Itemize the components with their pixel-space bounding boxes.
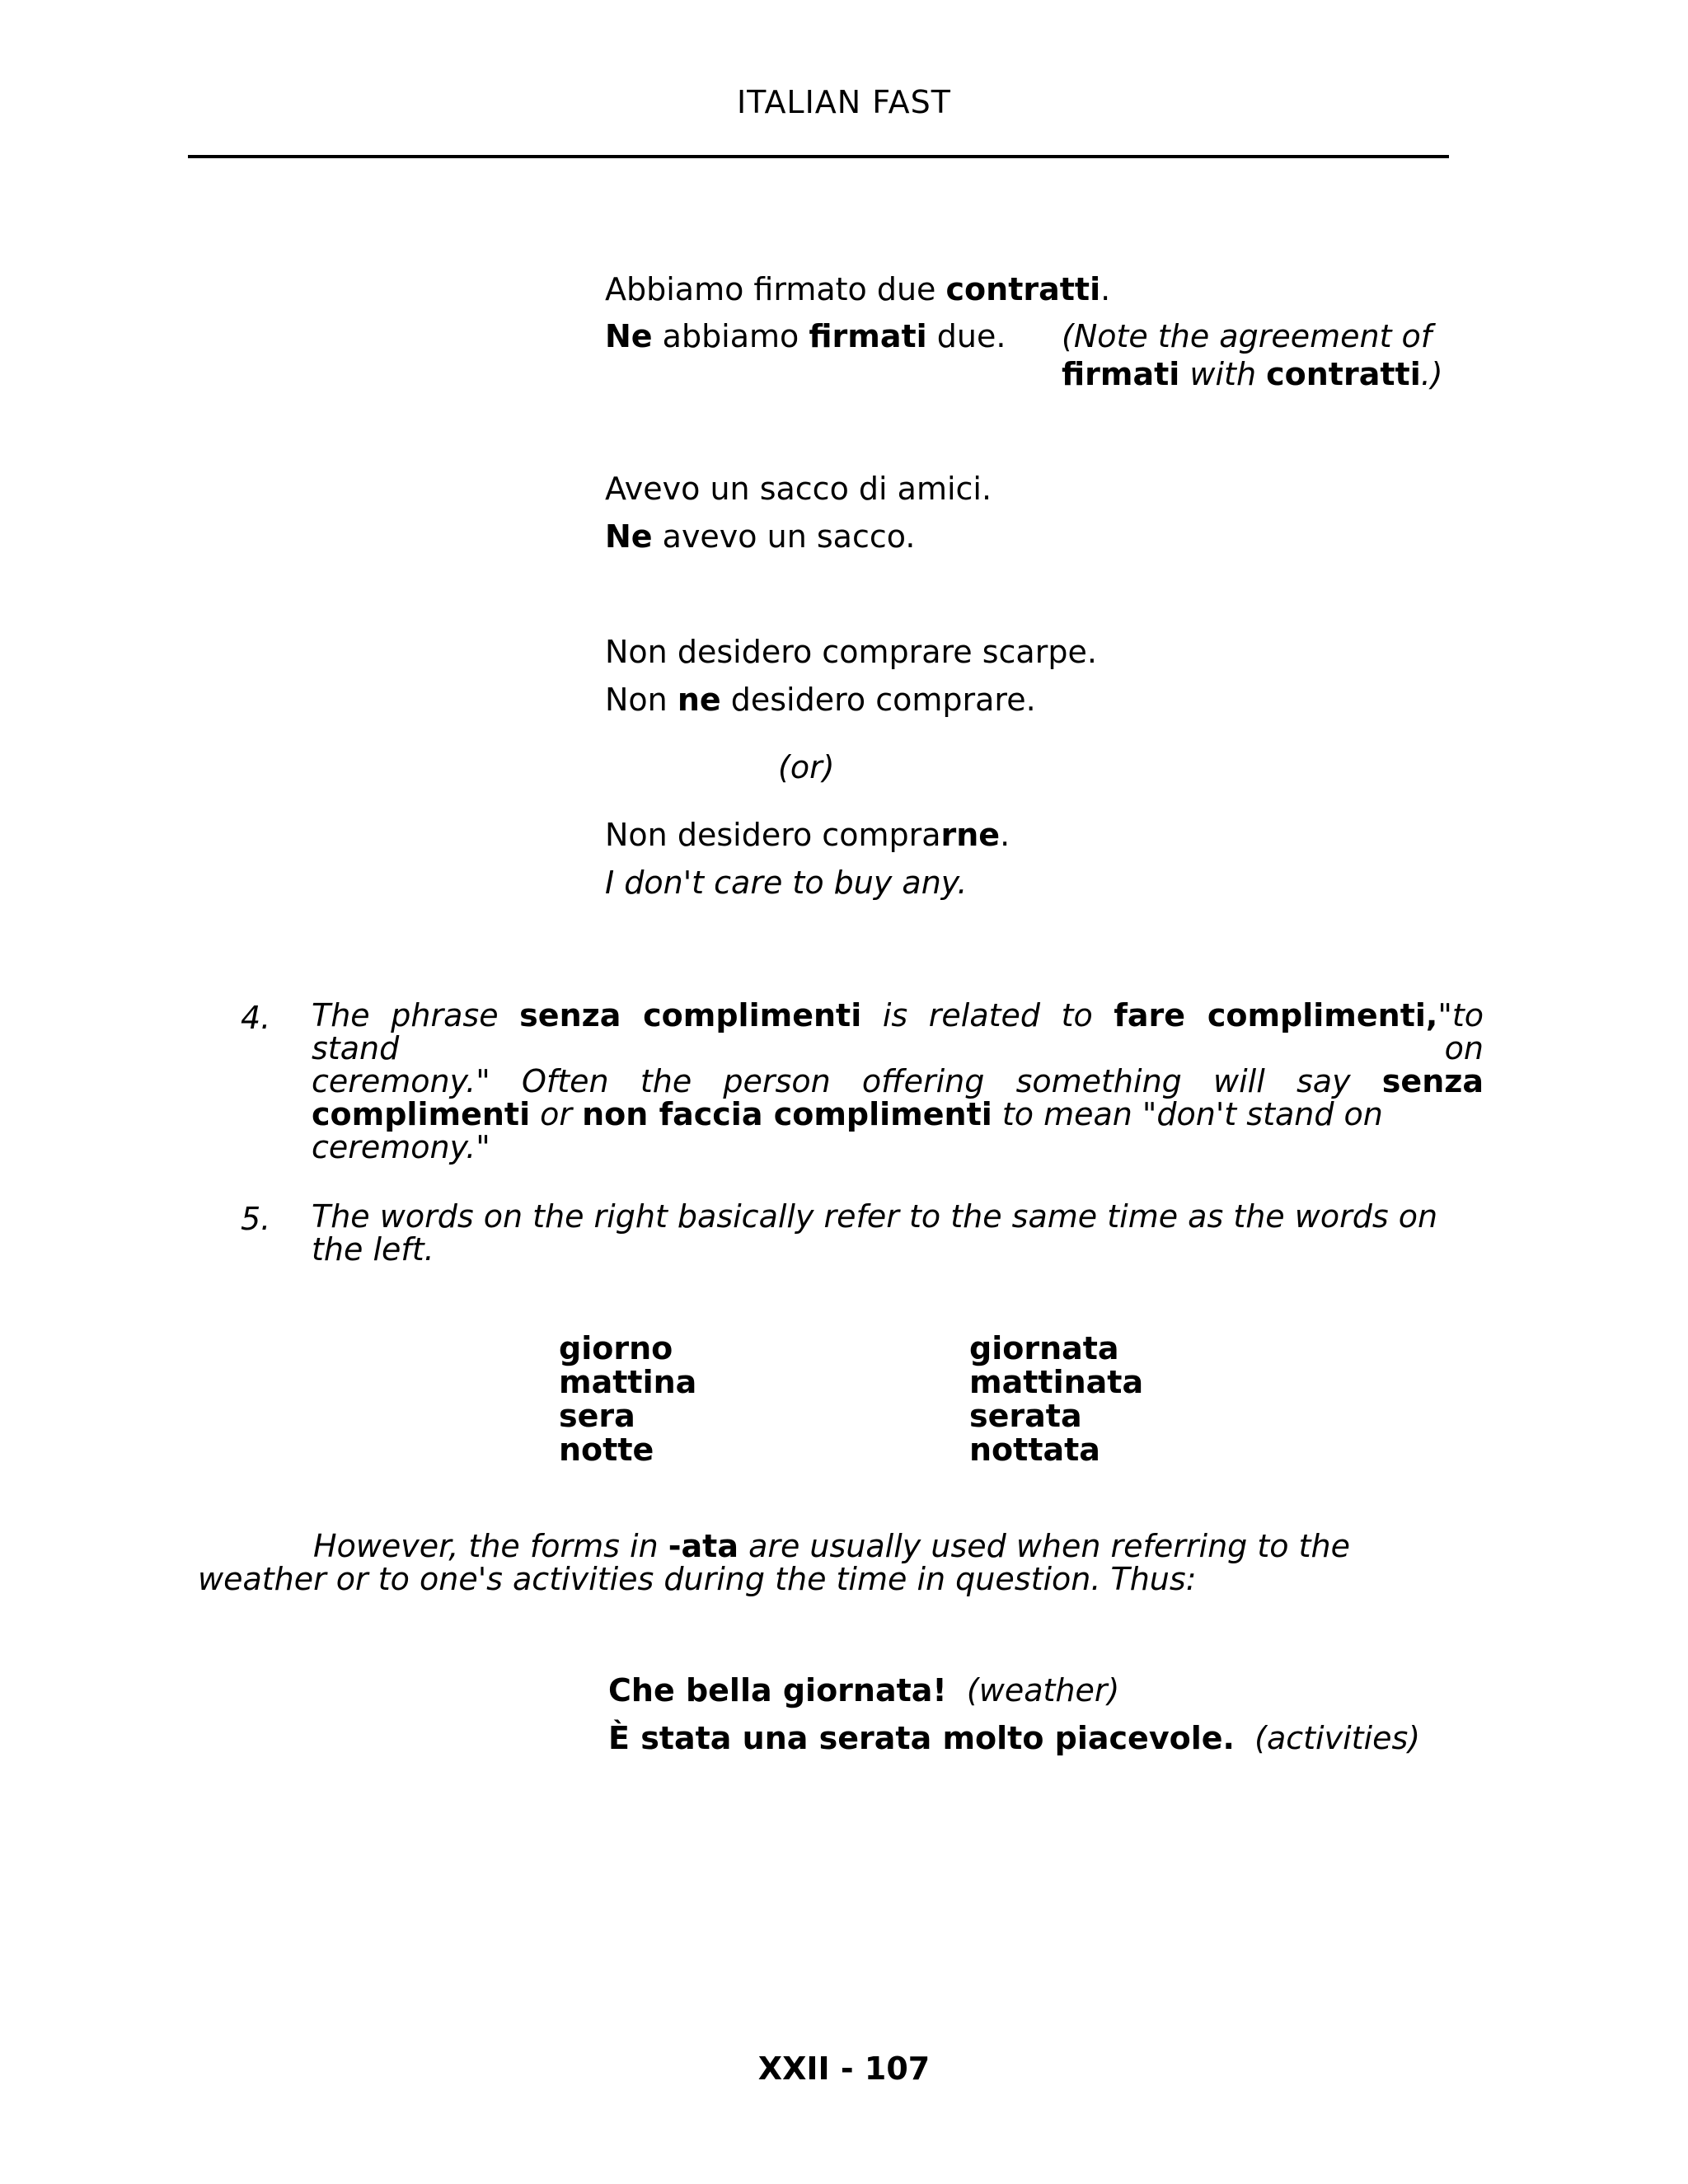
note-bold-term: complimenti: [312, 1096, 531, 1132]
example-bold-word: ne: [677, 682, 721, 718]
note-bold-term: non faccia complimenti: [582, 1096, 992, 1132]
example-text: due.: [926, 318, 1006, 354]
example-bold-word: Ne: [605, 518, 653, 555]
note-text: The phrase: [312, 997, 520, 1033]
header-rule: [188, 155, 1449, 158]
example-bold-suffix: rne: [940, 817, 1001, 853]
example-sentence-7: [605, 816, 1010, 854]
agreement-note-line-2: [1062, 355, 1443, 393]
word-item: serata: [969, 1398, 1082, 1434]
example-note: (weather): [966, 1672, 1120, 1708]
note-bold-word: contratti: [1266, 356, 1421, 392]
note-4-number: 4.: [241, 1000, 271, 1036]
or-label: (or): [778, 749, 835, 785]
word-item: sera: [559, 1398, 635, 1434]
word-item: nottata: [969, 1432, 1100, 1468]
example-sentence-1: [605, 270, 1110, 308]
example-bold-sentence: È stata una serata molto piacevole.: [608, 1720, 1235, 1756]
note-text: to mean "don't stand on ceremony.": [312, 1096, 1383, 1165]
note-text: or: [530, 1096, 583, 1132]
paragraph-bold-suffix: -ata: [668, 1528, 738, 1564]
note-bold-word: firmati: [1062, 356, 1180, 392]
note-text: is related to: [861, 997, 1114, 1033]
ata-example-1: [608, 1671, 1119, 1709]
paragraph-text: However, the forms in: [313, 1528, 668, 1564]
example-bold-word: Ne: [605, 318, 653, 354]
word-list-right: [969, 1332, 1143, 1467]
word-item: giornata: [969, 1330, 1119, 1366]
example-sentence-3: Avevo un sacco di amici.: [605, 471, 992, 507]
example-text: Non: [605, 682, 678, 718]
example-translation: I don't care to buy any.: [605, 865, 968, 901]
example-sentence-2: [605, 317, 1006, 355]
example-text: avevo un sacco.: [652, 518, 916, 555]
note-bold-term: senza: [1381, 1063, 1484, 1099]
example-text: abbiamo: [652, 318, 809, 354]
example-text: Non desidero compra: [605, 817, 941, 853]
word-item: giorno: [559, 1330, 673, 1366]
word-item: mattinata: [969, 1364, 1144, 1400]
example-bold-sentence: Che bella giornata!: [608, 1672, 947, 1708]
ata-example-2: [608, 1719, 1420, 1757]
note-text: ceremony." Often the person offering something will say: [312, 1063, 1382, 1099]
example-text: Abbiamo firmato due: [605, 271, 946, 307]
note-bold-term: fare complimenti,: [1114, 997, 1438, 1033]
note-4-line-2: [312, 1065, 1484, 1098]
page-number: XXII - 107: [757, 2050, 931, 2087]
example-sentence-5: Non desidero comprare scarpe.: [605, 634, 1097, 670]
however-paragraph: [198, 1530, 1485, 1596]
example-text: .: [1000, 817, 1010, 853]
note-5-number: 5.: [241, 1201, 271, 1237]
note-text: with: [1179, 356, 1267, 392]
note-4-text: [312, 999, 1484, 1164]
note-bold-term: senza complimenti: [519, 997, 862, 1033]
word-item: notte: [559, 1432, 654, 1468]
note-5-text: The words on the right basically refer to the same time as the words on the left.: [312, 1198, 1438, 1268]
agreement-note-line-1: (Note the agreement of: [1062, 318, 1432, 354]
page-header-title: ITALIAN FAST: [736, 84, 952, 120]
example-sentence-6: [605, 681, 1036, 719]
example-bold-word: contratti: [945, 271, 1101, 307]
note-4-line-1: [312, 999, 1484, 1065]
example-bold-word: firmati: [809, 318, 927, 354]
paragraph-text: are usually used when referring to the weather or to one's activities during the time in question. Thus:: [198, 1528, 1350, 1597]
note-4-line-3: [312, 1098, 1484, 1164]
word-item: mattina: [559, 1364, 697, 1400]
example-text: desidero comprare.: [720, 682, 1036, 718]
example-text: .: [1100, 271, 1111, 307]
example-sentence-4: [605, 518, 915, 555]
note-text: .): [1420, 356, 1443, 392]
example-note: (activities): [1254, 1720, 1421, 1756]
note-text: "to stand on: [312, 997, 1484, 1066]
word-list-left: [559, 1332, 696, 1467]
